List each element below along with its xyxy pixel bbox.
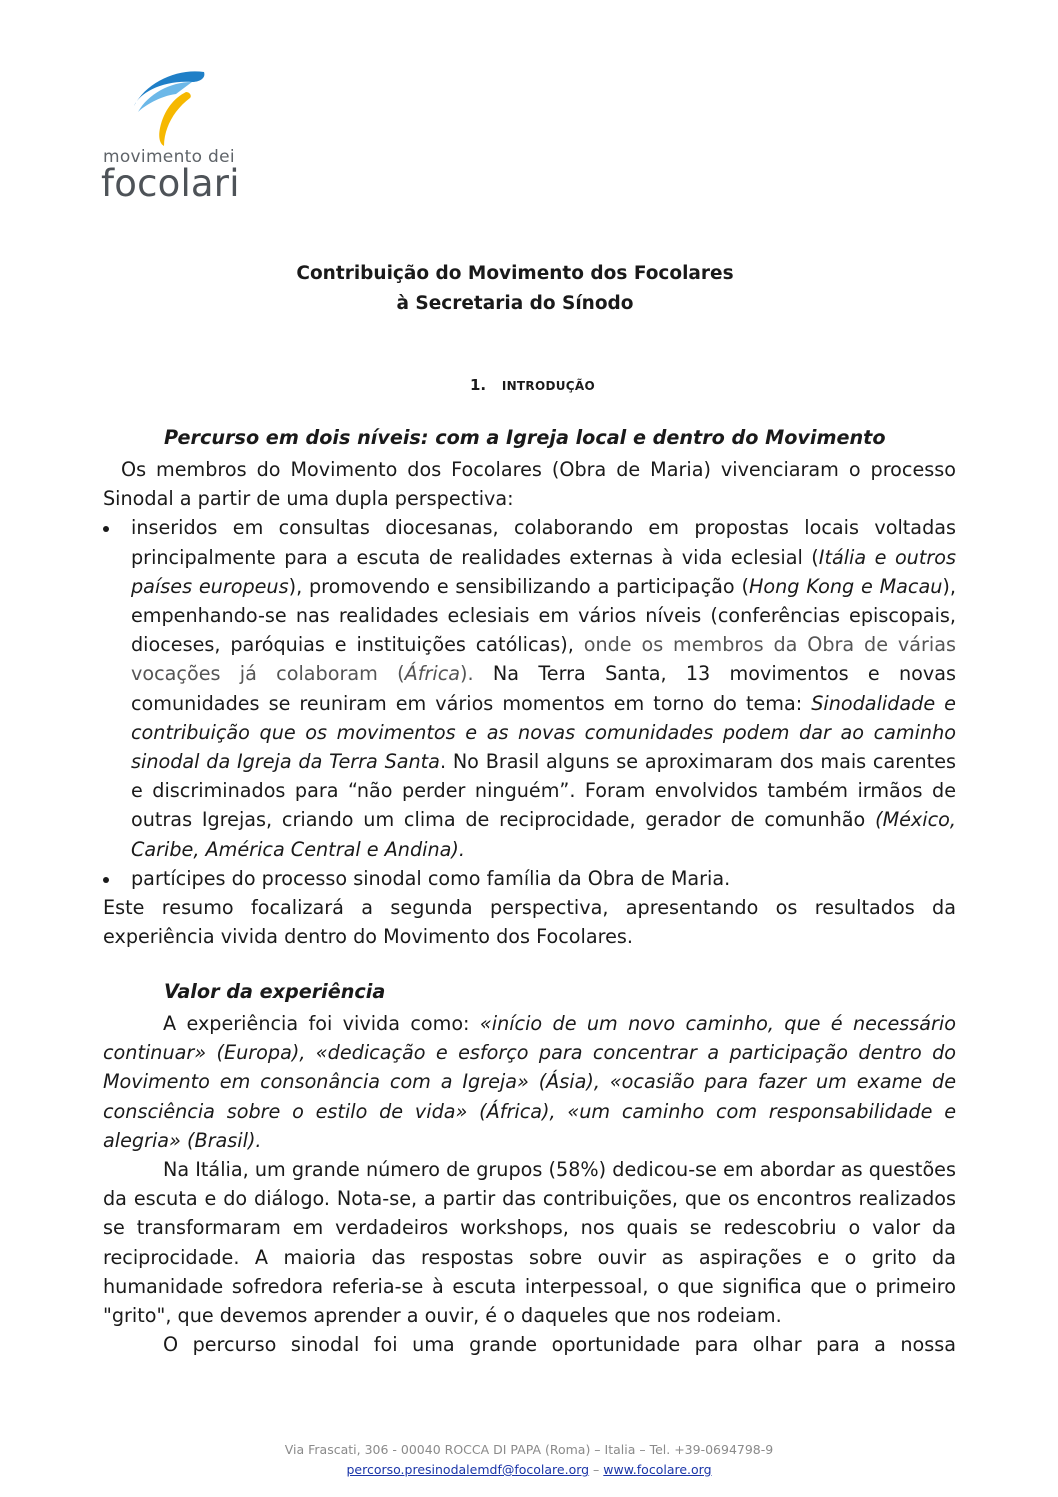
part2-body [103,1009,956,1359]
experience-paragraph [103,1009,956,1155]
logo-text-line1: movimento dei [103,147,235,167]
list-item: partícipes do processo sinodal como família da Obra de Maria. [103,864,956,893]
bullet1-text-4: Na Terra Santa, 13 movimentos e novas comunidades se reuniram em vários momentos em torno do tema: [131,662,956,715]
bullet1-emph-3: África [404,662,461,686]
intro-paragraph: Os membros do Movimento dos Focolares (Obra de Maria) vivenciaram o processo Sinodal a partir de uma dupla perspectiva: [103,458,956,511]
footer-separator: – [589,1462,604,1477]
bullet1-text-3: ), empenhando-se nas realidades eclesiais em vários níveis (conferências episcopais, dioceses, paróquias e instituições católicas), [131,574,956,657]
focolari-logo [103,70,263,210]
bullet1-text-5: . No Brasil alguns se aproximaram dos mais carentes e discriminados para “não perder ninguém”. Foram envolvidos também irmãos de outras Igrejas, criando um clima de reciprocidade, gerador de comunhão [131,750,956,832]
document-title-line1: Contribuição do Movimento dos Focolares [296,263,734,284]
italy-paragraph: Na Itália, um grande número de grupos (58%) dedicou-se em abordar as questões da escuta e do diálogo. Nota-se, a partir das contribuições, que os encontros realizados se transformaram em verdadeiros workshops, nos quais se redescobriu o valor da reciprocidade. A maioria das respostas sobre ouvir as aspirações e o grito da humanidade sofredora referia-se à escuta interpessoal, o que significa que o primeiro "grito", que devemos aprender a ouvir, é o daqueles que nos rodeiam. [103,1158,956,1328]
focolari-logo-icon [130,70,212,146]
list-item [103,513,956,863]
footer-email-link[interactable]: percorso.presinodalemdf@focolare.org [346,1462,590,1477]
part1-body [103,455,956,951]
bullet1-text-2: ), promovendo e sensibilizando a participação ( [288,574,749,598]
section-title: INTRODUÇÃO [501,379,595,393]
logo-text-line2: focolari [101,162,240,205]
experience-quotes: «início de um novo caminho, que é necessário continuar» (Europa), «dedicação e esforço para concentrar a participação dentro do Movimento em consonância com a Igreja» (Ásia), «ocasião para fazer um exame de consciência sobre o estilo de vida» (África), «um caminho com responsabilidade e alegria» (Brasil). [103,1012,957,1152]
experience-text: A experiência foi vivida como: [163,1012,480,1035]
bullet1-emph-4: Sinodalidade e contribuição que os movimentos e as novas comunidades podem dar ao caminho sinodal da Igreja da Terra Santa [131,691,956,774]
section-heading [470,376,595,394]
footer-address: Via Frascati, 306 - 00040 ROCCA DI PAPA (Roma) – Italia – Tel. +39-0694798-9 [284,1442,774,1457]
bullet1-emph-5: (México, Caribe, América Central e Andina). [131,808,956,861]
percurso-paragraph: O percurso sinodal foi uma grande oportunidade para olhar para a nossa [163,1333,956,1357]
summary-paragraph: Este resumo focalizará a segunda perspectiva, apresentando os resultados da experiência vivida dentro do Movimento dos Focolares. [103,896,956,949]
bullet1-text-1: inseridos em consultas diocesanas, colaborando em propostas locais voltadas principalmente para a escuta de realidades externas à vida eclesial ( [131,516,956,569]
bullet1-emph-1: Itália e outros países europeus [131,545,956,598]
bullet1-gray-2: ). [460,662,474,686]
section-number: 1. [470,376,487,394]
page-footer [0,1440,1058,1480]
document-title-line2: à Secretaria do Sínodo [396,293,634,314]
bullet1-emph-2: Hong Kong e Macau [748,574,943,598]
bullet1-gray-1: onde os membros da Obra de várias vocações já colaboram ( [131,633,956,686]
footer-website-link[interactable]: www.focolare.org [603,1462,712,1477]
perspective-list [103,513,956,893]
subheading-percurso: Percurso em dois níveis: com a Igreja local e dentro do Movimento [164,426,886,449]
footer-links [0,1460,1058,1480]
subheading-valor: Valor da experiência [164,980,386,1003]
